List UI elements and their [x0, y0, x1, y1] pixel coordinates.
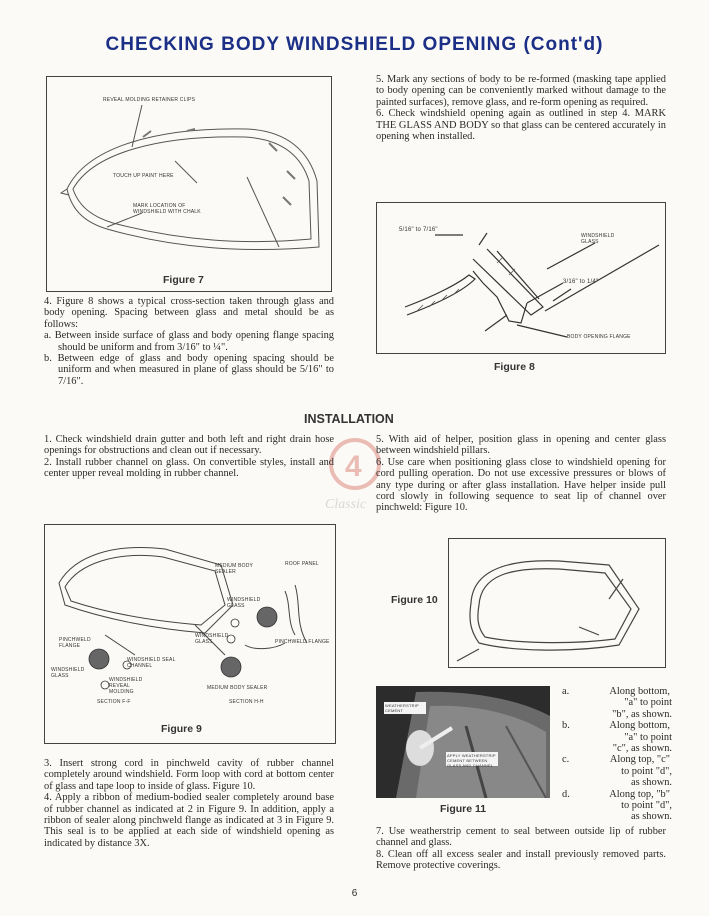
fig9-label-glass-a: WINDSHIELD GLASS [227, 597, 261, 609]
fig8-label-flange: BODY OPENING FLANGE [567, 334, 631, 340]
step-6: 6. Check windshield opening again as outlined in step 4. MARK THE GLASS AND BODY so that glass can be centered accurately in opening when installed. [376, 108, 666, 143]
fig9-label-sealer-bottom: MEDIUM BODY SEALER [207, 685, 268, 691]
fig9-label-roof: ROOF PANEL [285, 561, 319, 567]
sealer-steps-text [44, 758, 334, 849]
step-5-install: 5. With aid of helper, position glass in opening and center glass between windshield pillars. [376, 434, 666, 457]
sealer-sections-drawing [45, 525, 335, 715]
finish-steps-text [376, 826, 666, 872]
fig8-label-glass: WINDSHIELD GLASS [581, 233, 615, 245]
figure-7 [46, 76, 332, 292]
figure-11-photo [376, 686, 550, 798]
step-3: 3. Insert strong cord in pinchweld cavity of rubber channel completely around windshield. Form loop with cord at bottom center of glass and tape loop to inside of glass. Figure 10. [44, 758, 334, 792]
installation-heading: INSTALLATION [304, 412, 394, 426]
sequence-item: c. Along top, "c" to point "d", as shown. [562, 754, 672, 789]
fig8-label-gap-edge: 5/16" to 7/16" [399, 227, 438, 233]
windshield-top-view-drawing [47, 77, 331, 272]
fig9-label-sealer-top: MEDIUM BODY SEALER [215, 563, 253, 575]
fig9-label-glass-c: WINDSHIELD GLASS [51, 667, 85, 679]
figure-11-caption: Figure 11 [440, 803, 487, 815]
step-4b: b. Between edge of glass and body opening spacing should be uniform and when measured in plane of glass should be 5/16" to 7/16". [44, 353, 334, 387]
fig9-label-seal-channel: WINDSHIELD SEAL CHANNEL [127, 657, 176, 669]
step-2: 2. Install rubber channel on glass. On convertible styles, install and center upper reveal molding in rubber channel. [44, 456, 334, 480]
step-4a: a. Between inside surface of glass and body opening flange spacing should be uniform and from 3/16" to ¼". [44, 330, 334, 353]
figure-10 [448, 538, 666, 668]
reform-opening-text [376, 74, 666, 142]
fig11-label-applicator: WEATHERSTRIP CEMENT APPLICATOR [385, 703, 419, 718]
step-1: 1. Check windshield drain gutter and both left and right drain hose openings for obstructions and clean out if necessary. [44, 434, 334, 457]
step-4: 4. Figure 8 shows a typical cross-section taken through glass and body opening. Spacing between glass and metal should be as follows: [44, 296, 334, 330]
cord-pull-sequence [562, 686, 672, 823]
step-8: 8. Clean off all excess sealer and install previously removed parts. Remove protective coverings. [376, 848, 666, 872]
sequence-item: b. Along bottom, "a" to point "c", as shown. [562, 720, 672, 755]
svg-text:Classic: Classic [325, 497, 367, 512]
fig11-label-apply: APPLY WEATHERSTRIP CEMENT BETWEEN GLASS AND CHANNEL [447, 753, 496, 768]
fig9-label-section-ff: SECTION F-F [97, 699, 131, 705]
fig9-label-glass-b: WINDSHIELD GLASS [195, 633, 229, 645]
step-4-sealer: 4. Apply a ribbon of medium-bodied sealer completely around base of rubber channel as indicated at 2 in Figure 9. In addition, apply a ribbon of sealer along pinchweld flange as indicated at 3 in Figure 9. This seal is to be applied at each side of windshield opening as indicated by distance 3X. [44, 792, 334, 849]
svg-text:4: 4 [345, 450, 362, 483]
page-number: 6 [351, 888, 358, 899]
step-6-install: 6. Use care when positioning glass close to windshield opening for cord pulling operation. Do not use excessive pressures or blows of any type during or after glass installation. Have helper inside pull cord slowly in following sequence to seat lip of channel over pinchweld: Figure 10. [376, 456, 666, 514]
fig8-label-gap-flange: 3/16" to 1/4" [563, 279, 599, 285]
fig9-label-flange-a: PINCHWELD FLANGE [275, 639, 330, 645]
figure-8-caption: Figure 8 [494, 361, 535, 373]
fig9-label-molding: WINDSHIELD REVEAL MOLDING [109, 677, 143, 695]
step-5: 5. Mark any sections of body to be re-formed (masking tape applied to body opening can be conveniently marked without damage to the painted surfaces), remove glass, and re-form opening as required. [376, 74, 666, 108]
fig9-label-flange-b: PINCHWELD FLANGE [59, 637, 91, 649]
cross-section-drawing [377, 203, 665, 353]
fig9-label-section-hh: SECTION H-H [229, 699, 264, 705]
cord-sequence-drawing [449, 539, 665, 667]
sequence-item: a. Along bottom, "a" to point "b", as shown. [562, 686, 672, 720]
figure-7-caption: Figure 7 [163, 274, 204, 286]
alignment-spacing-text [44, 296, 334, 387]
step-7: 7. Use weatherstrip cement to seal between outside lip of rubber channel and glass. [376, 826, 666, 849]
install-steps-left [44, 434, 334, 480]
figure-9 [44, 524, 336, 744]
fig7-label-chalk: MARK LOCATION OF WINDSHIELD WITH CHALK [133, 203, 201, 215]
figure-10-caption: Figure 10 [391, 594, 438, 606]
page-title: CHECKING BODY WINDSHIELD OPENING (Cont'd) [105, 34, 604, 55]
figure-9-caption: Figure 9 [161, 723, 202, 735]
sequence-item: d. Along top, "b" to point "d", as shown. [562, 788, 672, 823]
fig7-label-paint: TOUCH UP PAINT HERE [113, 173, 174, 179]
figure-8 [376, 202, 666, 354]
fig7-label-clips: REVEAL MOLDING RETAINER CLIPS [103, 97, 196, 103]
install-steps-right [376, 434, 666, 514]
